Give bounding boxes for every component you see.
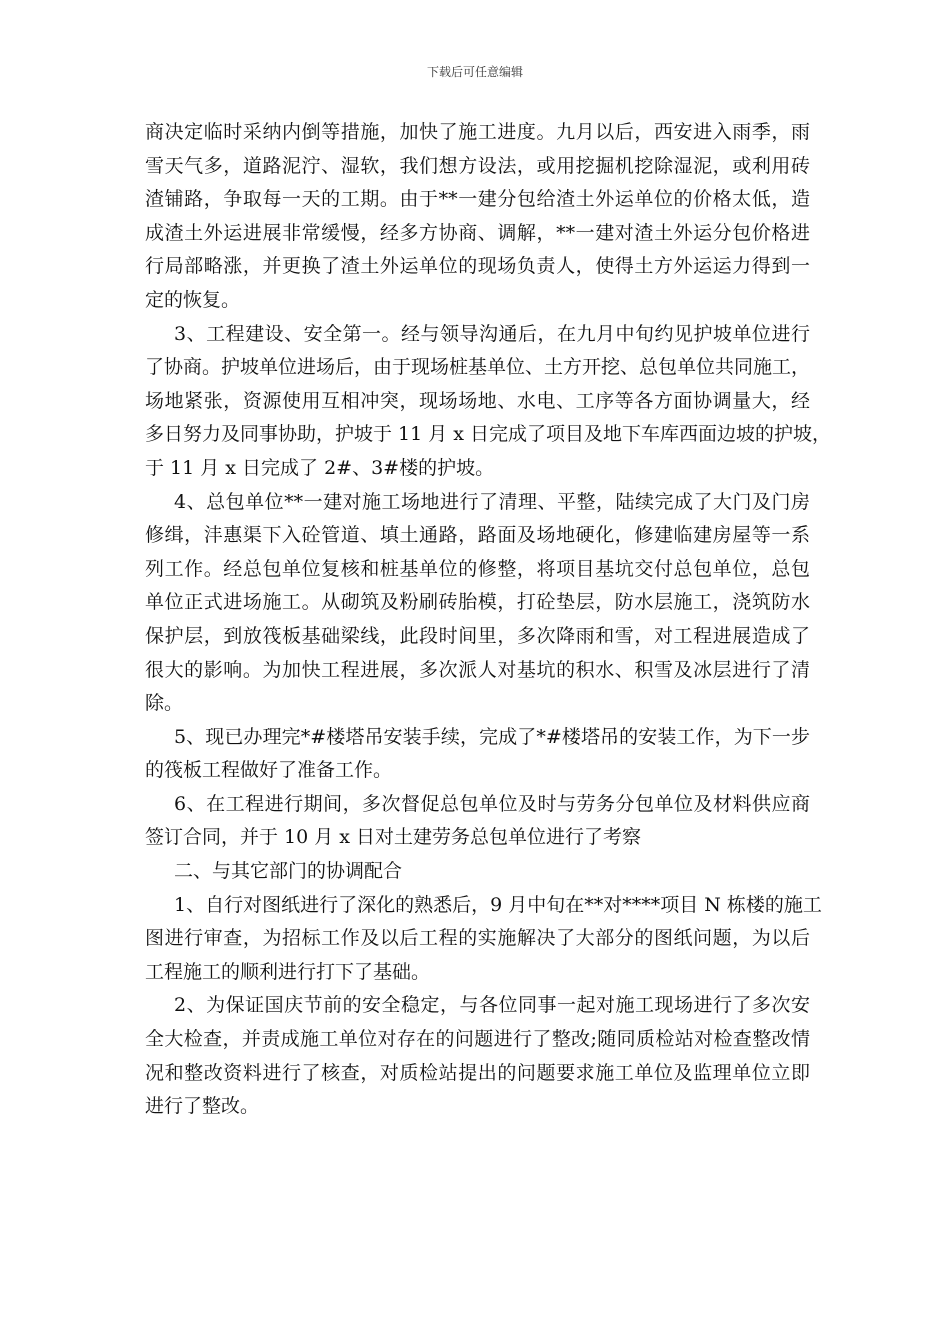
paragraph-line: 签订合同，并于 10 月 x 日对土建劳务总包单位进行了考察 bbox=[145, 826, 642, 849]
paragraph-line: 2、为保证国庆节前的安全稳定，与各位同事一起对施工现场进行了多次安 bbox=[174, 994, 810, 1017]
paragraph-line: 定的恢复。 bbox=[145, 288, 241, 311]
paragraph-line: 3、工程建设、安全第一。经与领导沟通后，在九月中旬约见护坡单位进行 bbox=[174, 322, 810, 345]
paragraph-line: 全大检查，并责成施工单位对存在的问题进行了整改;随同质检站对检查整改情 bbox=[145, 1028, 810, 1051]
paragraph-line: 二、与其它部门的协调配合 bbox=[174, 860, 403, 883]
paragraph-line: 保护层，到放筏板基础梁线，此段时间里，多次降雨和雪，对工程进展造成了 bbox=[145, 624, 810, 647]
paragraph-line: 成渣土外运进展非常缓慢，经多方协商、调解，**一建对渣土外运分包价格进 bbox=[145, 221, 810, 244]
paragraph-line: 1、自行对图纸进行了深化的熟悉后，9 月中旬在**对****项目 N 栋楼的施工 bbox=[174, 893, 822, 916]
paragraph-line: 很大的影响。为加快工程进展，多次派人对基坑的积水、积雪及冰层进行了清 bbox=[145, 658, 810, 681]
paragraph-line: 于 11 月 x 日完成了 2#、3#楼的护坡。 bbox=[145, 456, 495, 479]
paragraph-line: 6、在工程进行期间，多次督促总包单位及时与劳务分包单位及材料供应商 bbox=[174, 792, 810, 815]
paragraph-line: 除。 bbox=[145, 692, 184, 715]
paragraph-line: 列工作。经总包单位复核和桩基单位的修整，将项目基坑交付总包单位，总包 bbox=[145, 557, 810, 580]
paragraph-line: 多日努力及同事协助，护坡于 11 月 x 日完成了项目及地下车库西面边坡的护坡， bbox=[145, 423, 832, 446]
paragraph-line: 4、总包单位**一建对施工场地进行了清理、平整，陆续完成了大门及门房 bbox=[174, 490, 810, 513]
paragraph-line: 行局部略涨，并更换了渣土外运单位的现场负责人，使得土方外运运力得到一 bbox=[145, 255, 810, 278]
paragraph-line: 了协商。护坡单位进场后，由于现场桩基单位、土方开挖、总包单位共同施工， bbox=[145, 356, 811, 379]
paragraph-line: 5、现已办理完*#楼塔吊安装手续，完成了*#楼塔吊的安装工作，为下一步 bbox=[174, 725, 810, 748]
paragraph-line: 商决定临时采纳内倒等措施，加快了施工进度。九月以后，西安进入雨季，雨 bbox=[145, 121, 810, 143]
paragraph-line: 单位正式进场施工。从砌筑及粉刷砖胎模，打砼垫层，防水层施工，浇筑防水 bbox=[145, 591, 810, 614]
document-body bbox=[145, 116, 832, 1124]
paragraph-line: 的筏板工程做好了准备工作。 bbox=[145, 759, 393, 782]
paragraph-line: 工程施工的顺利进行打下了基础。 bbox=[145, 960, 431, 983]
paragraph-line: 雪天气多，道路泥泞、湿软，我们想方设法，或用挖掘机挖除湿泥，或利用砖 bbox=[145, 154, 810, 177]
page-header: 下载后可任意编辑 bbox=[426, 65, 523, 79]
paragraph-line: 进行了整改。 bbox=[145, 1095, 260, 1118]
paragraph-line: 渣铺路，争取每一天的工期。由于**一建分包给渣土外运单位的价格太低，造 bbox=[145, 188, 810, 211]
paragraph-line: 修缉，沣惠渠下入砼管道、填土通路，路面及场地硬化，修建临建房屋等一系 bbox=[145, 524, 810, 547]
paragraph-line: 场地紧张，资源使用互相冲突，现场场地、水电、工序等各方面协调量大，经 bbox=[145, 389, 810, 412]
paragraph-line: 况和整改资料进行了核查，对质检站提出的问题要求施工单位及监理单位立即 bbox=[145, 1061, 810, 1084]
paragraph-line: 图进行审查，为招标工作及以后工程的实施解决了大部分的图纸问题，为以后 bbox=[145, 927, 810, 950]
